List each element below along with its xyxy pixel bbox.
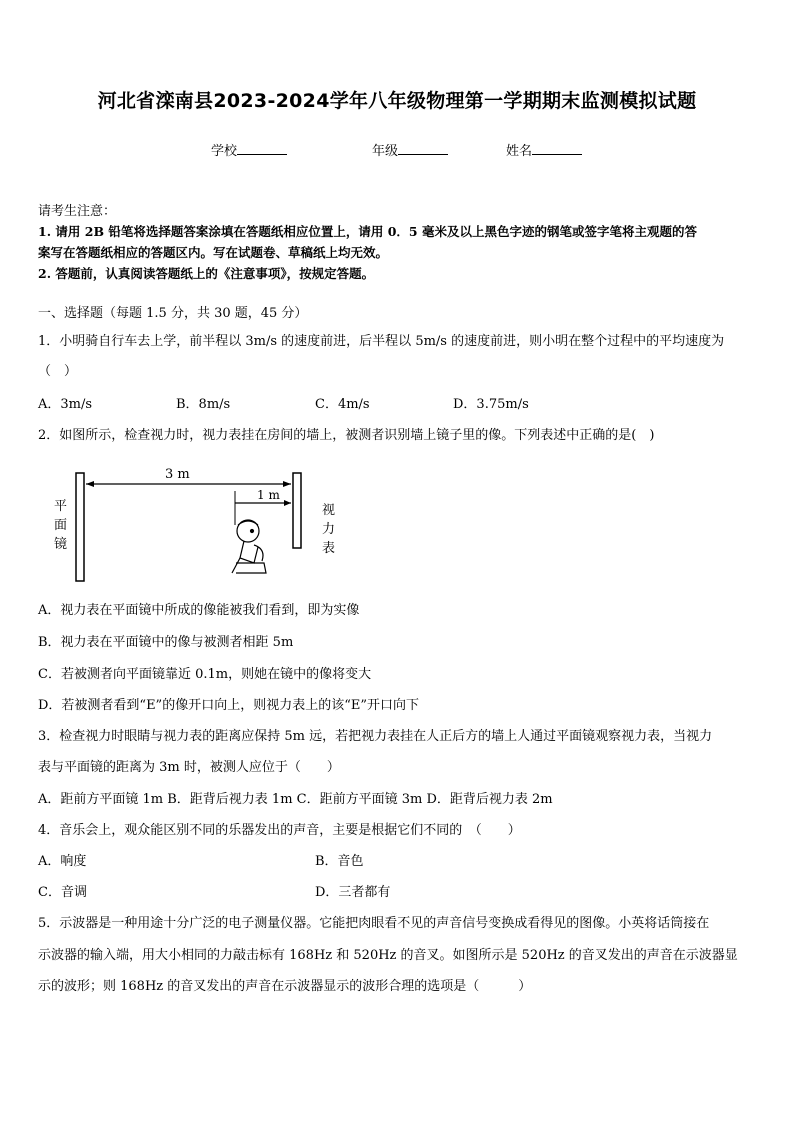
chart-label-2: 力 (322, 522, 336, 537)
q2-option-a: A．视力表在平面镜中所成的像能被我们看到，即为实像 (38, 603, 360, 618)
q2-option-c: C．若被测者向平面镜靠近 0.1m，则她在镜中的像将变大 (38, 667, 372, 682)
q4-option-d: D．三者都有 (315, 885, 391, 900)
q3-stem: 3．检查视力时眼睛与视力表的距离应保持 5m 远，若把视力表挂在人正后方的墙上人通过平面镜观察视力表，当视力 (38, 729, 713, 744)
q1-option-c: C．4m/s (315, 397, 370, 412)
q4-stem: 4．音乐会上，观众能区别不同的乐器发出的声音，主要是根据它们不同的 （ ） (38, 823, 521, 838)
name-blank (532, 142, 582, 155)
q4-option-b: B．音色 (315, 854, 364, 869)
page-title: 河北省滦南县2023-2024学年八年级物理第一学期期末监测模拟试题 (97, 90, 697, 112)
q1-stem: 1．小明骑自行车去上学，前半程以 3m/s 的速度前进，后半程以 5m/s 的速度前进，则小明在整个过程中的平均速度为 (38, 334, 725, 349)
section-heading: 一、选择题（每题 1.5 分，共 30 题，45 分） (38, 306, 308, 321)
q5-stem: 5．示波器是一种用途十分广泛的电子测量仪器。它能把肉眼看不见的声音信号变换成看得见的图像。小英将话筒接在 (38, 916, 710, 931)
name-label: 姓名 (506, 144, 533, 159)
q5-stem-cont-2: 示的波形；则 168Hz 的音叉发出的声音在示波器显示的波形合理的选项是（ ） (38, 979, 532, 994)
q1-option-a: A．3m/s (38, 397, 93, 412)
school-blank (237, 142, 287, 155)
chart-label-1: 视 (322, 503, 336, 518)
name-field (506, 140, 582, 159)
q5-stem-cont-1: 示波器的输入端，用大小相同的力敲击标有 168Hz 和 520Hz 的音叉。如图所示是 520Hz 的音叉发出的声音在示波器显 (38, 948, 738, 963)
label-1m: 1 m (257, 488, 280, 502)
grade-label: 年级 (372, 144, 399, 159)
notice-item-1: 1. 请用 2B 铅笔将选择题答案涂填在答题纸相应位置上，请用 0．5 毫米及以上黑色字迹的钢笔或签字笔将主观题的答 (38, 224, 697, 239)
grade-blank (398, 142, 448, 155)
notice-heading: 请考生注意： (38, 204, 117, 219)
q1-option-b: B．8m/s (176, 397, 231, 412)
chart-label-3: 表 (322, 541, 336, 556)
notice-item-1-cont: 案写在答题纸相应的答题区内。写在试题卷、草稿纸上均无效。 (38, 245, 389, 260)
notice-item-2: 2. 答题前，认真阅读答题纸上的《注意事项》，按规定答题。 (38, 266, 375, 281)
school-label: 学校 (211, 144, 238, 159)
eye-test-diagram (40, 463, 350, 588)
mirror-label-1: 平 (54, 499, 68, 514)
grade-field (372, 140, 448, 159)
mirror-label-2: 面 (54, 518, 68, 533)
label-3m: 3 m (165, 467, 190, 482)
q2-option-b: B．视力表在平面镜中的像与被测者相距 5m (38, 635, 294, 650)
q4-option-c: C．音调 (38, 885, 87, 900)
q2-stem: 2．如图所示，检查视力时，视力表挂在房间的墙上，被测者识别墙上镜子里的像。下列表述中正确的是( ) (38, 428, 655, 443)
q2-figure (40, 463, 350, 588)
q2-option-d: D．若被测者看到“E”的像开口向上，则视力表上的该“E”开口向下 (38, 698, 419, 713)
q1-option-d: D．3.75m/s (453, 397, 529, 412)
seated-person-icon (232, 520, 266, 573)
q1-stem-cont: （ ） (38, 364, 78, 379)
q3-stem-cont: 表与平面镜的距离为 3m 时，被测人应位于（ ） (38, 760, 340, 775)
eye-chart-bar (293, 473, 301, 548)
mirror-label-3: 镜 (54, 537, 68, 552)
q4-option-a: A．响度 (38, 854, 87, 869)
mirror-bar (76, 473, 84, 581)
q3-options: A．距前方平面镜 1m B．距背后视力表 1m C．距前方平面镜 3m D．距背后视力表 2m (38, 792, 553, 807)
school-field (211, 140, 287, 159)
